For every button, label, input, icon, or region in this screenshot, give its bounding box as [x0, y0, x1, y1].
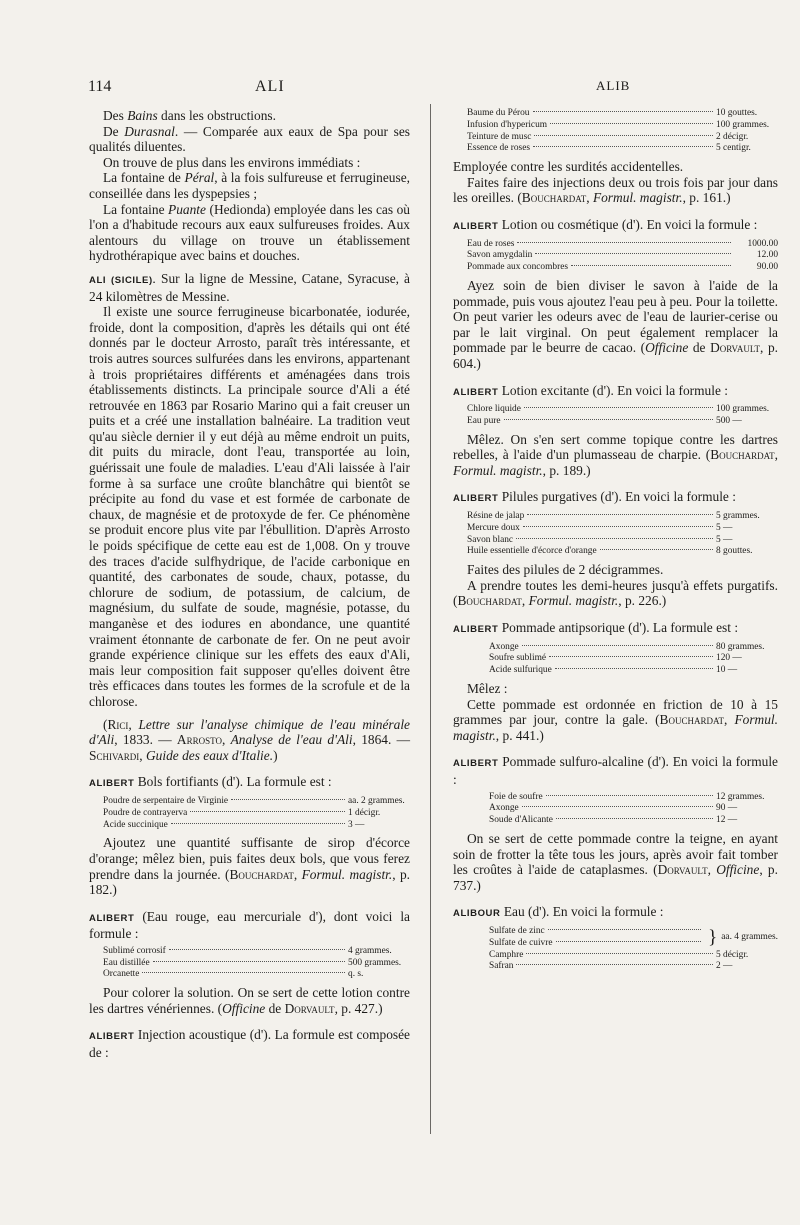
entry-alibert-lotion: ALIBERT Lotion ou cosmétique (d'). En voici la formule : [453, 216, 758, 232]
entry-alibert-pommade: ALIBERT Pommade antipsorique (d'). La formule est : [453, 620, 739, 636]
paragraph: Faites des pilules de 2 décigrammes. [467, 562, 664, 578]
formula-lotion: Eau de roses 1000.00 Savon amygdalin 12.00 Pommade aux concombres 90.00 [467, 238, 778, 273]
entry-ali: ALI (SICILE). Sur la ligne de Messine, Catane, Syracuse, à 24 kilomètres de Messine. [89, 270, 410, 304]
brace-group: Sulfate de zinc Sulfate de cuivre } aa. 4 grammes. [489, 925, 778, 948]
formula-injection: Baume du Pérou 10 gouttes. Infusion d'hypericum 100 grammes. Teinture de musc 2 décigr. Essence de roses 5 centigr. [467, 108, 770, 154]
paragraph: On se sert de cette pommade contre la teigne, en ayant soin de frotter la tête tous les jours, après avoir fait tomber les croûtes à l'aide de cataplasmes. (Dorvault, Officine, p. 737.) [453, 830, 778, 893]
entry-alibert-sulfuro: ALIBERT Pommade sulfuro-alcaline (d'). En voici la formule : [453, 754, 778, 787]
column-divider [430, 104, 431, 1134]
paragraph: Employée contre les surdités accidentelles. [453, 159, 684, 175]
paragraph: Il existe une source ferrugineuse bicarbonatée, iodurée, froide, dont la composition, d'après les détails qui ont été donnés par le docteur Arrosto, paraît très intéressante, et trois autres sources sulfurées dans les environs, appartenant à trois propriétaires différents et aménagées dans trois établissements distincts. La principale source d'Ali a été retrouvée en 1863 par Rosario Marino qui a fait creuser un puits et a créé une installation balnéaire. La tradition veut qu'au siècle dernier il y eut déjà au même endroit un puits, dit puits du miracle, dont l'eau, transportée au loin, guérissait une foule de maladies. L'eau d'Ali laissée à l'air forme à sa surface une croûte blanchâtre qui bientôt se précipite au fond du vase et est formée de carbonate de chaux, de magnésie et de protoxyde de fer. Ce phénomène se produit encore plus vite par l'ébullition. D'après Arrosto le poids spécifique de cette eau est de 1,008. On y trouve des traces d'acide sulfhydrique, de l'acide carbonique en quantité, des carbonates de soude, chaux, potasse, du chlorure de sodium, de potassium, de calcium, de magnésium, du sulfate de soude, magnésie, potasse, du manganèse et des iodures en abondance, une quantité vraiment étonnante de carbonate de fer. On ne peut avoir grande expérience clinique sur les effets des eaux d'Ali, mais leur composition fait supposer qu'elles doivent être très efficaces dans toutes les formes de la scrofule et de la chlorose. [89, 304, 410, 709]
running-head-right: ALIB [596, 78, 631, 93]
formula-eau: Sublimé corrosif 4 grammes. Eau distillée 500 grammes. Orcanette q. s. [103, 945, 402, 980]
paragraph: La fontaine de Péral, à la fois sulfureuse et ferrugineuse, conseillée dans les dyspepsies ; [89, 170, 411, 201]
paragraph: Faites faire des injections deux ou trois fois par jour dans les oreilles. (Bouchardat, Formul. magistr., p. 161.) [453, 174, 778, 206]
running-header [0, 78, 800, 100]
entry-alibert-injection: ALIBERT Injection acoustique (d'). La formule est composée de : [89, 1027, 410, 1061]
paragraph: On trouve de plus dans les environs immédiats : [103, 154, 361, 170]
reference: (Rici, Lettre sur l'analyse chimique de l'eau minérale d'Ali, 1833. — Arrosto, Analyse de l'eau d'Ali, 1864. — Schivardi, Guide des eaux d'Italie.) [89, 716, 410, 763]
formula-pilules: Résine de jalap 5 grammes. Mercure doux 5 — Savon blanc 5 — Huile essentielle d'écorce d'orange 8 gouttes. [467, 511, 760, 557]
paragraph: A prendre toutes les demi-heures jusqu'à effets purgatifs. (Bouchardat, Formul. magistr., p. 226.) [453, 577, 778, 609]
formula-alibour: Sulfate de zinc Sulfate de cuivre } aa. 4 grammes. Camphre 5 décigr. Safran 2 — [453, 926, 778, 973]
formula-sulfuro: Foie de soufre 12 grammes. Axonge 90 — Soude d'Alicante 12 — [489, 791, 765, 826]
entry-alibert-bols: ALIBERT Bols fortifiants (d'). La formule est : [89, 774, 332, 790]
paragraph: Ayez soin de bien diviser le savon à l'aide de la pommade, puis vous ajoutez l'eau peu à peu. Pour la toilette. On peut varier les odeurs avec de l'eau de laurier-cerise ou par le lait virginal. On peut également remplacer la pommade par le beurre de cacao. (Officine de Dorvault, p. 604.) [453, 277, 778, 371]
left-column [89, 108, 410, 1061]
paragraph: La fontaine Puante (Hedionda) employée dans les cas où l'on a d'habitude recours aux eaux sulfureuses froides. Aux alentours du village on trouve un établissement hydrothérapique avec bains et douches. [89, 201, 410, 264]
paragraph: De Durasnal. — Comparée aux eaux de Spa pour ses qualités diluentes. [89, 123, 411, 155]
entry-alibert-eau: ALIBERT (Eau rouge, eau mercuriale d'), dont voici la formule : [89, 908, 410, 942]
paragraph: Pour colorer la solution. On se sert de cette lotion contre les dartres vénériennes. (Officine de Dorvault, p. 427.) [89, 985, 410, 1016]
paragraph: Des Bains dans les obstructions. [103, 108, 276, 123]
formula-bols: Poudre de serpentaire de Virginie aa. 2 grammes. Poudre de contrayerva 1 décigr. Acide succinique 3 — [103, 795, 405, 830]
brace-symbol: } [708, 926, 718, 948]
entry-alibour: ALIBOUR Eau (d'). En voici la formule : [453, 904, 664, 920]
paragraph: Mêlez. On s'en sert comme topique contre les dartres rebelles, à l'aide d'un plumasseau de charpie. (Bouchardat, Formul. magistr., p. 189.) [453, 431, 778, 478]
paragraph: Ajoutez une quantité suffisante de sirop d'écorce d'orange; mêlez bien, puis faites deux bols, que vous ferez prendre dans la journée. (Bouchardat, Formul. magistr., p. 182.) [89, 835, 410, 898]
formula-lotion-excitante: Chlore liquide 100 grammes. Eau pure 500 — [467, 404, 770, 426]
headword: ALI (SICILE). [89, 274, 156, 286]
right-column [453, 108, 778, 977]
page-number: 114 [88, 78, 112, 95]
running-head-left: ALI [255, 78, 285, 95]
entry-alibert-pilules: ALIBERT Pilules purgatives (d'). En voici la formule : [453, 489, 736, 505]
paragraph: Cette pommade est ordonnée en friction de 10 à 15 grammes par jour, contre la gale. (Bouchardat, Formul. magistr., p. 441.) [453, 696, 778, 743]
paragraph: Mêlez : [467, 681, 508, 697]
formula-pommade: Axonge 80 grammes. Soufre sublimé 120 — Acide sulfurique 10 — [489, 641, 765, 676]
entry-alibert-lotion-excitante: ALIBERT Lotion excitante (d'). En voici la formule : [453, 382, 728, 398]
